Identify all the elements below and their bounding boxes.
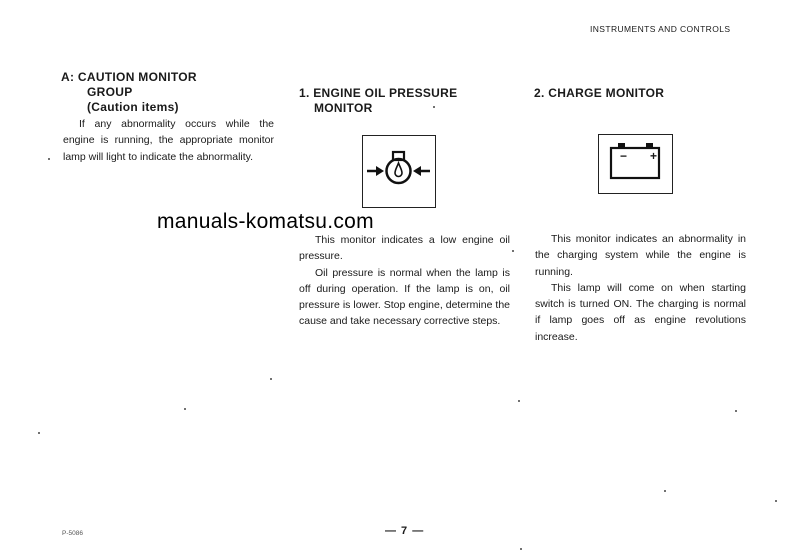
scan-speck (518, 400, 520, 402)
caution-body: If any abnormality occurs while the engine is running, the appropriate monitor lamp will light to indicate the abnormality. (63, 118, 274, 163)
battery-icon (598, 134, 673, 194)
footer-code: P-5086 (62, 530, 83, 537)
scan-speck (48, 158, 50, 160)
oil-heading-line1: 1. ENGINE OIL PRESSURE (299, 86, 458, 100)
oil-pressure-icon (362, 135, 436, 208)
scan-speck (38, 432, 40, 434)
battery-plus-sign: + (650, 149, 658, 163)
scan-speck (270, 378, 272, 380)
oil-pressure-column (299, 86, 511, 116)
scan-speck (433, 106, 435, 108)
caution-heading-line3: (Caution items) (87, 100, 179, 114)
caution-heading-line1: A: CAUTION MONITOR (61, 70, 197, 84)
scan-speck (520, 548, 522, 550)
scan-speck (512, 250, 514, 252)
charge-paragraph-1: This monitor indicates an abnormality in the charging system while the engine is running. (535, 233, 746, 278)
charge-paragraph-2: This lamp will come on when starting switch is turned ON. The charging is normal if lamp goes off as engine revolutions increase. (535, 281, 746, 343)
oil-heading-line2: MONITOR (314, 101, 373, 115)
scan-speck (184, 408, 186, 410)
battery-minus-sign: − (620, 149, 628, 163)
watermark-text: manuals-komatsu.com (157, 210, 374, 233)
caution-heading-line2: GROUP (87, 85, 133, 99)
scan-speck (735, 410, 737, 412)
page-number: — 7 — (385, 525, 425, 537)
scan-speck (775, 500, 777, 502)
caution-monitor-column (61, 70, 274, 165)
oil-paragraph-2: Oil pressure is normal when the lamp is off during operation. If the lamp is on, oil pressure is lower. Stop engine, determine the cause and take necessary corrective steps. (299, 266, 510, 328)
scan-speck (664, 490, 666, 492)
charge-heading: 2. CHARGE MONITOR (534, 86, 665, 100)
oil-paragraph-1: This monitor indicates a low engine oil pressure. (299, 234, 510, 263)
section-header: INSTRUMENTS AND CONTROLS (590, 24, 731, 34)
